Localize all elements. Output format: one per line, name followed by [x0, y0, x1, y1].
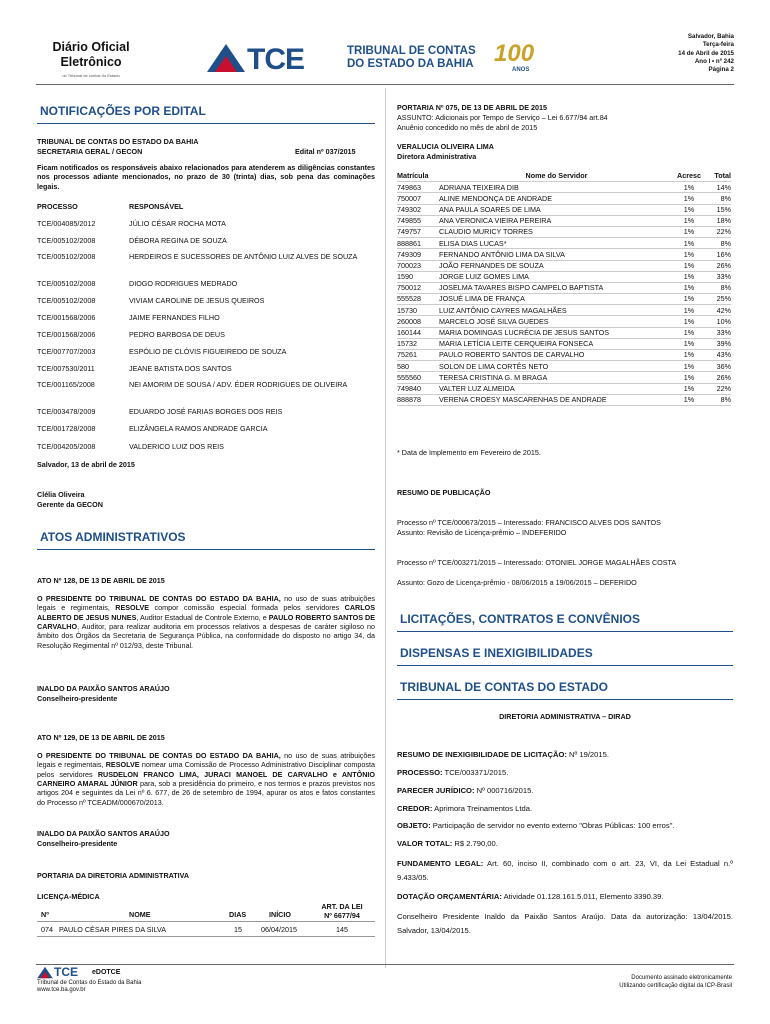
total-cell: 22%	[716, 383, 731, 393]
parecer-value: Nº 000716/2015.	[474, 785, 534, 795]
acresc-cell: 1%	[683, 316, 695, 326]
processo-cell: TCE/004085/2012	[37, 219, 96, 228]
nome-cell: MARIA LETÍCIA LEITE CERQUEIRA FONSECA	[439, 339, 594, 349]
table-row	[397, 350, 731, 361]
ato129-signer: INALDO DA PAIXÃO SANTOS ARAÚJO	[37, 829, 170, 838]
lic-row-art: 145	[336, 925, 348, 934]
processo-cell: TCE/007530/2011	[37, 364, 95, 373]
nome-cell: JOSELMA TAVARES BISPO CAMPELO BAPTISTA	[439, 283, 604, 293]
total-cell: 8%	[720, 193, 731, 203]
edital-section-title	[37, 104, 375, 124]
resumo-p2-line1: Processo nº TCE/003271/2015 – Interessado: OTONIEL JORGE MAGALHÃES COSTA	[397, 558, 677, 567]
valor-value: R$ 2.790,00.	[452, 839, 498, 849]
table-row	[397, 339, 731, 350]
masthead	[36, 40, 146, 78]
ato128-signer: INALDO DA PAIXÃO SANTOS ARAÚJO	[37, 684, 170, 693]
table-row	[397, 294, 731, 305]
total-cell: 8%	[720, 395, 731, 405]
ato129-t1: no uso de suas atribuições legais e regimentais,	[37, 751, 375, 770]
ato129-b2: RESOLVE	[105, 760, 140, 770]
footer-logo-icon	[37, 966, 53, 979]
acresc-cell: 1%	[683, 227, 695, 237]
col-nome: Nome do Servidor	[525, 171, 588, 181]
acresc-cell: 1%	[683, 182, 695, 192]
nome-cell: TERESA CRISTINA G. M BRAGA	[439, 372, 548, 382]
table-row	[397, 305, 731, 316]
total-cell: 14%	[716, 182, 731, 192]
atos-section-title-text: ATOS ADMINISTRATIVOS	[40, 530, 186, 544]
table-row	[397, 328, 731, 339]
nome-cell: SOLON DE LIMA CORTÊS NETO	[439, 361, 549, 371]
responsavel-cell: EDUARDO JOSÉ FARIAS BORGES DOS REIS	[129, 407, 283, 416]
processo-cell: TCE/007707/2003	[37, 347, 96, 356]
responsavel-cell: DIOGO RODRIGUES MEDRADO	[129, 279, 238, 288]
ato128-body	[37, 594, 375, 650]
nome-cell: ELISA DIAS LUCAS*	[439, 238, 507, 248]
total-cell: 33%	[716, 328, 731, 338]
total-cell: 25%	[716, 294, 731, 304]
edital-number: Edital nº 037/2015	[295, 147, 356, 156]
matricula-cell: 160144	[397, 328, 421, 338]
anniversary-seal	[494, 38, 540, 78]
nome-cell: ADRIANA TEIXEIRA DIB	[439, 182, 519, 192]
col-processo: PROCESSO	[37, 202, 78, 211]
col-matricula: Matrícula	[397, 171, 429, 181]
acresc-cell: 1%	[683, 272, 695, 282]
parecer-item	[397, 786, 733, 796]
table-row	[37, 407, 375, 416]
lic-col-nome: NOME	[129, 910, 151, 919]
footer-logo-text: TCE	[54, 965, 78, 979]
resumo-inexig-label: RESUMO DE INEXIGIBILIDADE DE LICITAÇÃO:	[397, 750, 567, 759]
lic-col-dias: DIAS	[229, 910, 247, 919]
nome-cell: ALINE MENDONÇA DE ANDRADE	[439, 193, 553, 203]
lic-row-inicio: 06/04/2015	[261, 925, 297, 934]
total-cell: 18%	[716, 216, 731, 226]
edital-table-header	[37, 202, 375, 211]
header-page: Página 2	[708, 66, 734, 74]
fundamento-value: Art. 60, inciso II, combinado com o art. 23, VI, da Lei Estadual n.º 9.433/05.	[397, 859, 733, 882]
nome-cell: VALTER LUZ ALMEIDA	[439, 383, 515, 393]
ato128-role: Conselheiro-presidente	[37, 694, 118, 703]
masthead-small: do Tribunal de contas do Estado	[62, 73, 120, 78]
acresc-cell: 1%	[683, 383, 695, 393]
acresc-cell: 1%	[683, 238, 695, 248]
acresc-cell: 1%	[683, 350, 695, 360]
nome-cell: JORGE LUIZ GOMES LIMA	[439, 272, 529, 282]
portaria-anuenio: Anuênio concedido no mês de abril de 2015	[397, 123, 538, 132]
footer-edotce: eDOTCE	[92, 969, 121, 976]
matricula-cell: 749302	[397, 204, 421, 214]
table-row	[397, 372, 731, 383]
matricula-cell: 1590	[397, 272, 413, 282]
table-row	[37, 252, 375, 261]
portaria-assunto: ASSUNTO: Adicionais por Tempo de Serviço – Lei 6.677/94 art.84	[397, 113, 608, 122]
tce-logo	[207, 42, 332, 74]
ato129-b1: O PRESIDENTE DO TRIBUNAL DE CONTAS DO ESTADO DA BAHIA,	[37, 751, 281, 760]
table-row	[397, 316, 731, 327]
table-row	[37, 296, 375, 305]
ato129-role: Conselheiro-presidente	[37, 839, 118, 848]
licenca-title: LICENÇA-MÉDICA	[37, 892, 100, 901]
responsavel-cell: DÉBORA REGINA DE SOUZA	[129, 236, 227, 245]
responsavel-cell: JÚLIO CÉSAR ROCHA MOTA	[129, 219, 226, 228]
table-row	[37, 442, 375, 451]
table-row	[37, 347, 375, 356]
matricula-cell: 888878	[397, 395, 421, 405]
licitacoes-section-title	[397, 612, 733, 632]
anniversary-label: ANOS	[512, 67, 530, 73]
matricula-cell: 888861	[397, 238, 421, 248]
table-row	[397, 272, 731, 283]
matricula-cell: 749840	[397, 383, 421, 393]
header-rule	[36, 84, 734, 85]
portaria-title: PORTARIA Nº 075, DE 13 DE ABRIL DE 2015	[397, 103, 548, 112]
total-cell: 36%	[716, 361, 731, 371]
ato128-t4: , Auditor, para realizar auditoria em processos relativos a despesas de caráter sigiloso no âmbito dos Órgãos da Secretaria de Segurança Pública, na conformidade do disposto no artigo 34, da Resolução Regimental nº 012/93, deste Tribunal.	[37, 622, 375, 650]
processo-label: PROCESSO:	[397, 767, 443, 777]
processo-cell: TCE/001728/2008	[37, 424, 96, 433]
processo-cell: TCE/003478/2009	[37, 407, 96, 416]
lic-col-n: Nº	[41, 910, 49, 919]
table-row	[397, 249, 731, 260]
header-date: 14 de Abril de 2015	[678, 49, 734, 57]
processo-cell: TCE/001165/2008	[37, 380, 95, 389]
masthead-title: Diário Oficial	[52, 40, 130, 54]
ato129-t3: para, sob a presidência do primeiro, e nos termos e prazos previstos nos artigos 204 e seguintes da Lei nº 6. 677, de 26 de setembro de 1994, apurar os atos e fatos constantes do Processo nº TCEADM/000670/2013.	[37, 779, 375, 807]
portaria-signer-name: VERALUCIA OLIVEIRA LIMA	[397, 142, 494, 151]
responsavel-cell: ESPÓLIO DE CLÓVIS FIGUEIREDO DE SOUZA	[129, 347, 287, 356]
edital-section-title-text: NOTIFICAÇÕES POR EDITAL	[40, 104, 206, 118]
nome-cell: MARCELO JOSÉ SILVA GUEDES	[439, 316, 549, 326]
header-weekday: Terça-feira	[702, 41, 734, 49]
ato128-t3: , Auditor Estadual de Controle Externo, e	[136, 612, 269, 622]
nome-cell: MARIA DOMINGAS LUCRÉCIA DE JESUS SANTOS	[439, 328, 610, 338]
matricula-cell: 749309	[397, 249, 421, 259]
acresc-cell: 1%	[683, 216, 695, 226]
portaria-signer-role: Diretora Administrativa	[397, 152, 477, 161]
objeto-item	[397, 821, 733, 831]
nome-cell: CLAUDIO MURICY TORRES	[439, 227, 533, 237]
edital-signer-role: Gerente da GECON	[37, 500, 103, 509]
acresc-cell: 1%	[683, 294, 695, 304]
valor-label: VALOR TOTAL:	[397, 839, 453, 849]
total-cell: 16%	[716, 249, 731, 259]
col-responsavel: RESPONSÁVEL	[129, 202, 184, 211]
matricula-cell: 15730	[397, 305, 417, 315]
total-cell: 15%	[716, 204, 731, 214]
col-total: Total	[714, 171, 731, 181]
ato129-title: ATO Nº 129, DE 13 DE ABRIL DE 2015	[37, 733, 165, 742]
table-row	[37, 330, 375, 339]
ato129-b3: RUSDELON FRANCO LIMA, JURACI MANOEL DE CARVALHO e ANTÔNIO CARNEIRO AMARAL JÚNIOR	[37, 769, 375, 789]
footer-site-link[interactable]: www.tce.ba.gov.br	[37, 987, 86, 993]
footer-rule	[36, 964, 734, 965]
lic-row-rule	[37, 936, 375, 937]
table-row	[397, 261, 731, 272]
dotacao-value: Atividade 01.128.161.5.011, Elemento 3390.39.	[501, 892, 664, 902]
lic-col-art: ART. DA LEI Nº 6677/94	[321, 902, 363, 921]
matricula-cell: 75261	[397, 350, 417, 360]
fundamento-label: FUNDAMENTO LEGAL:	[397, 859, 484, 869]
ato128-t1: no uso de suas atribuições legais e regimentais,	[37, 594, 375, 613]
table-row	[397, 384, 731, 395]
processo-cell: TCE/005102/2008	[37, 252, 96, 261]
table-row	[397, 238, 731, 249]
col-acresc: Acresc	[677, 171, 701, 181]
objeto-value: Participação de servidor no evento externo "Obras Públicas: 100 erros".	[430, 821, 675, 831]
acresc-cell: 1%	[683, 361, 695, 371]
nome-cell: ANA PAULA SOARES DE LIMA	[439, 204, 541, 214]
nome-cell: JOÃO FERNANDES DE SOUZA	[439, 260, 544, 270]
ato128-b2: RESOLVE	[115, 603, 150, 613]
table-row	[397, 227, 731, 238]
matricula-cell: 749855	[397, 216, 421, 226]
parecer-label: PARECER JURÍDICO:	[397, 785, 475, 795]
total-cell: 26%	[716, 260, 731, 270]
resumo-p1-line1: Processo nº TCE/000673/2015 – Interessado: FRANCISCO ALVES DOS SANTOS	[397, 518, 661, 527]
atos-section-title	[37, 530, 375, 550]
processo-cell: TCE/001568/2006	[37, 330, 96, 339]
lic-row-nome: PAULO CÉSAR PIRES DA SILVA	[59, 925, 167, 934]
licitacoes-section-title-text: LICITAÇÕES, CONTRATOS E CONVÊNIOS	[400, 612, 641, 626]
edital-org: TRIBUNAL DE CONTAS DO ESTADO DA BAHIA	[37, 137, 199, 146]
processo-cell: TCE/001568/2006	[37, 313, 96, 322]
processo-item	[397, 768, 733, 778]
header-city: Salvador, Bahia	[687, 33, 734, 40]
lic-row-n: 074	[41, 925, 53, 934]
nome-cell: JOSUÉ LIMA DE FRANÇA	[439, 294, 525, 304]
anuenio-table	[397, 171, 731, 406]
dotacao-item	[397, 892, 733, 902]
edital-intro: Ficam notificados os responsáveis abaixo relacionados para atenderem as diligências constantes nos processos adiante mencionados, no prazo de 30 (trinta) dias, sob pena das cominações legais.	[37, 163, 375, 191]
lic-col-inicio: INÍCIO	[269, 910, 291, 919]
autorizacao: Conselheiro Presidente Inaldo da Paixão Santos Araújo. Data da autorização: 13/04/2015. Salvador, 13/04/2015.	[397, 912, 733, 935]
matricula-cell: 260008	[397, 316, 421, 326]
responsavel-cell: PEDRO BARBOSA DE DEUS	[129, 330, 225, 339]
resumo-inexig-value: Nº 19/2015.	[566, 750, 609, 759]
table-row	[37, 279, 375, 288]
table-row	[397, 361, 731, 372]
responsavel-cell: VALDERICO LUIZ DOS REIS	[129, 442, 224, 451]
ato128-title: ATO Nº 128, DE 13 DE ABRIL DE 2015	[37, 576, 165, 585]
acresc-cell: 1%	[683, 249, 695, 259]
total-cell: 26%	[716, 372, 731, 382]
total-cell: 39%	[716, 339, 731, 349]
footer-logo	[37, 966, 87, 980]
table-row	[37, 236, 375, 245]
responsavel-cell: VIVIAM CAROLINE DE JESUS QUEIROS	[129, 296, 265, 305]
acresc-cell: 1%	[683, 204, 695, 214]
credor-value: Aprimora Treinamentos Ltda.	[432, 803, 533, 813]
matricula-cell: 15732	[397, 339, 417, 349]
matricula-cell: 580	[397, 361, 409, 371]
ato128-b3: CARLOS ALBERTO DE JESUS NUNES	[37, 603, 375, 622]
processo-cell: TCE/005102/2008	[37, 296, 96, 305]
column-divider	[385, 88, 386, 968]
acresc-cell: 1%	[683, 372, 695, 382]
total-cell: 8%	[720, 238, 731, 248]
nome-cell: ANA VERONICA VIEIRA PEREIRA	[439, 216, 552, 226]
table-row	[397, 205, 731, 216]
matricula-cell: 700023	[397, 260, 421, 270]
footer-signed-line1: Documento assinado eletronicamente	[631, 975, 732, 981]
ato128-t2: compor comissão especial formada pelos servidores	[149, 603, 345, 613]
tce-org-title-text: TRIBUNAL DE CONTAS DO ESTADO	[400, 680, 609, 694]
matricula-cell: 555528	[397, 294, 421, 304]
acresc-cell: 1%	[683, 283, 695, 293]
header-issue: Ano I • nº 242	[694, 58, 734, 66]
portaria-footnote: * Data de Implemento em Fevereiro de 2015.	[397, 448, 541, 457]
ato129-body	[37, 751, 375, 807]
objeto-label: OBJETO:	[397, 821, 431, 831]
edital-dept: SECRETARIA GERAL / GECON	[37, 147, 143, 156]
total-cell: 43%	[716, 350, 731, 360]
dispensas-title-text: DISPENSAS E INEXIGIBILIDADES	[400, 646, 593, 660]
table-row	[37, 313, 375, 322]
table-row	[397, 216, 731, 227]
tce-logo-text: TCE	[247, 43, 304, 76]
table-row	[37, 219, 375, 228]
processo-cell: TCE/004205/2008	[37, 442, 96, 451]
responsavel-cell: ELIZÂNGELA RAMOS ANDRADE GARCIA	[129, 424, 268, 433]
processo-cell: TCE/005102/2008	[37, 236, 96, 245]
matricula-cell: 750012	[397, 283, 421, 293]
total-cell: 8%	[720, 283, 731, 293]
masthead-subtitle: Eletrônico	[60, 55, 122, 69]
licitacao-details	[397, 750, 733, 938]
lic-header-rule	[37, 921, 375, 922]
responsavel-cell: JEANE BATISTA DOS SANTOS	[129, 364, 232, 373]
edital-signer-name: Clélia Oliveira	[37, 490, 85, 499]
footer-org: Tribunal de Contas do Estado da Bahia	[37, 980, 142, 986]
acresc-cell: 1%	[683, 339, 695, 349]
total-cell: 33%	[716, 272, 731, 282]
total-cell: 10%	[716, 316, 731, 326]
nome-cell: PAULO ROBERTO SANTOS DE CARVALHO	[439, 350, 585, 360]
matricula-cell: 749757	[397, 227, 421, 237]
ato128-b4: PAULO ROBERTO SANTOS DE CARVALHO	[37, 612, 375, 632]
acresc-cell: 1%	[683, 328, 695, 338]
ato129-t2: nomear uma Comissão de Processo Administrativo Disciplinar composta pelos servidores	[37, 760, 375, 779]
responsavel-cell: NEI AMORIM DE SOUSA / ADV. ÉDER RODRIGUES DE OLIVEIRA	[129, 380, 348, 389]
credor-item	[397, 804, 733, 814]
licenca-table	[37, 902, 375, 942]
lic-row-dias: 15	[234, 925, 242, 934]
edital-place-date: Salvador, 13 de abril de 2015	[37, 460, 135, 469]
tce-logo-icon	[207, 42, 245, 74]
portaria-diretoria-title: PORTARIA DA DIRETORIA ADMINISTRATIVA	[37, 871, 190, 880]
processo-cell: TCE/005102/2008	[37, 279, 96, 288]
anuenio-rows	[397, 182, 731, 406]
table-row	[397, 182, 731, 193]
tce-org-title	[397, 680, 733, 700]
responsavel-cell: HERDEIROS E SUCESSORES DE ANTÔNIO LUIZ ALVES DE SOUZA	[129, 252, 358, 261]
footer-signed-line2: Utilizando certificação digital da ICP-Brasil	[619, 982, 732, 989]
header-info	[678, 33, 734, 75]
matricula-cell: 555560	[397, 372, 421, 382]
fundamento-item	[397, 857, 733, 884]
valor-item	[397, 839, 733, 849]
credor-label: CREDOR:	[397, 803, 433, 813]
anniversary-number: 100	[494, 40, 535, 67]
acresc-cell: 1%	[683, 260, 695, 270]
table-row	[37, 364, 375, 373]
tribunal-name	[347, 45, 476, 71]
footer-site[interactable]	[37, 987, 86, 995]
dispensas-title	[397, 646, 733, 666]
nome-cell: FERNANDO ANTÔNIO LIMA DA SILVA	[439, 249, 565, 259]
tribunal-line1: TRIBUNAL DE CONTAS	[347, 45, 476, 57]
matricula-cell: 750007	[397, 193, 421, 203]
total-cell: 22%	[716, 227, 731, 237]
anuenio-table-header	[397, 171, 731, 182]
tribunal-line2: DO ESTADO DA BAHIA	[347, 58, 474, 71]
dotacao-label: DOTAÇÃO ORÇAMENTÁRIA:	[397, 892, 502, 902]
total-cell: 42%	[716, 305, 731, 315]
matricula-cell: 749863	[397, 182, 421, 192]
acresc-cell: 1%	[683, 395, 695, 405]
processo-value: TCE/003371/2015.	[442, 767, 509, 777]
nome-cell: VERENA CROESY MASCARENHAS DE ANDRADE	[439, 395, 607, 405]
table-row	[37, 424, 375, 433]
resumo-p1-line2: Assunto: Revisão de Licença-prêmio – INDEFERIDO	[397, 528, 567, 537]
footer-signed	[619, 975, 732, 991]
table-row	[397, 395, 731, 406]
resumo-p2-line2: Assunto: Gozo de Licença-prêmio - 08/06/2015 a 19/06/2015 – DEFERIDO	[397, 578, 637, 587]
table-row	[397, 283, 731, 294]
nome-cell: LUIZ ANTÔNIO CAYRES MAGALHÃES	[439, 305, 567, 315]
diretoria-title: DIRETORIA ADMINISTRATIVA – DIRAD	[499, 712, 631, 721]
responsavel-cell: JAIME FERNANDES FILHO	[129, 313, 220, 322]
acresc-cell: 1%	[683, 305, 695, 315]
table-row	[397, 193, 731, 204]
ato128-b1: O PRESIDENTE DO TRIBUNAL DE CONTAS DO ESTADO DA BAHIA,	[37, 594, 281, 603]
resumo-inexig	[397, 750, 733, 760]
resumo-title: RESUMO DE PUBLICAÇÃO	[397, 488, 491, 497]
table-row	[37, 380, 375, 389]
acresc-cell: 1%	[683, 193, 695, 203]
